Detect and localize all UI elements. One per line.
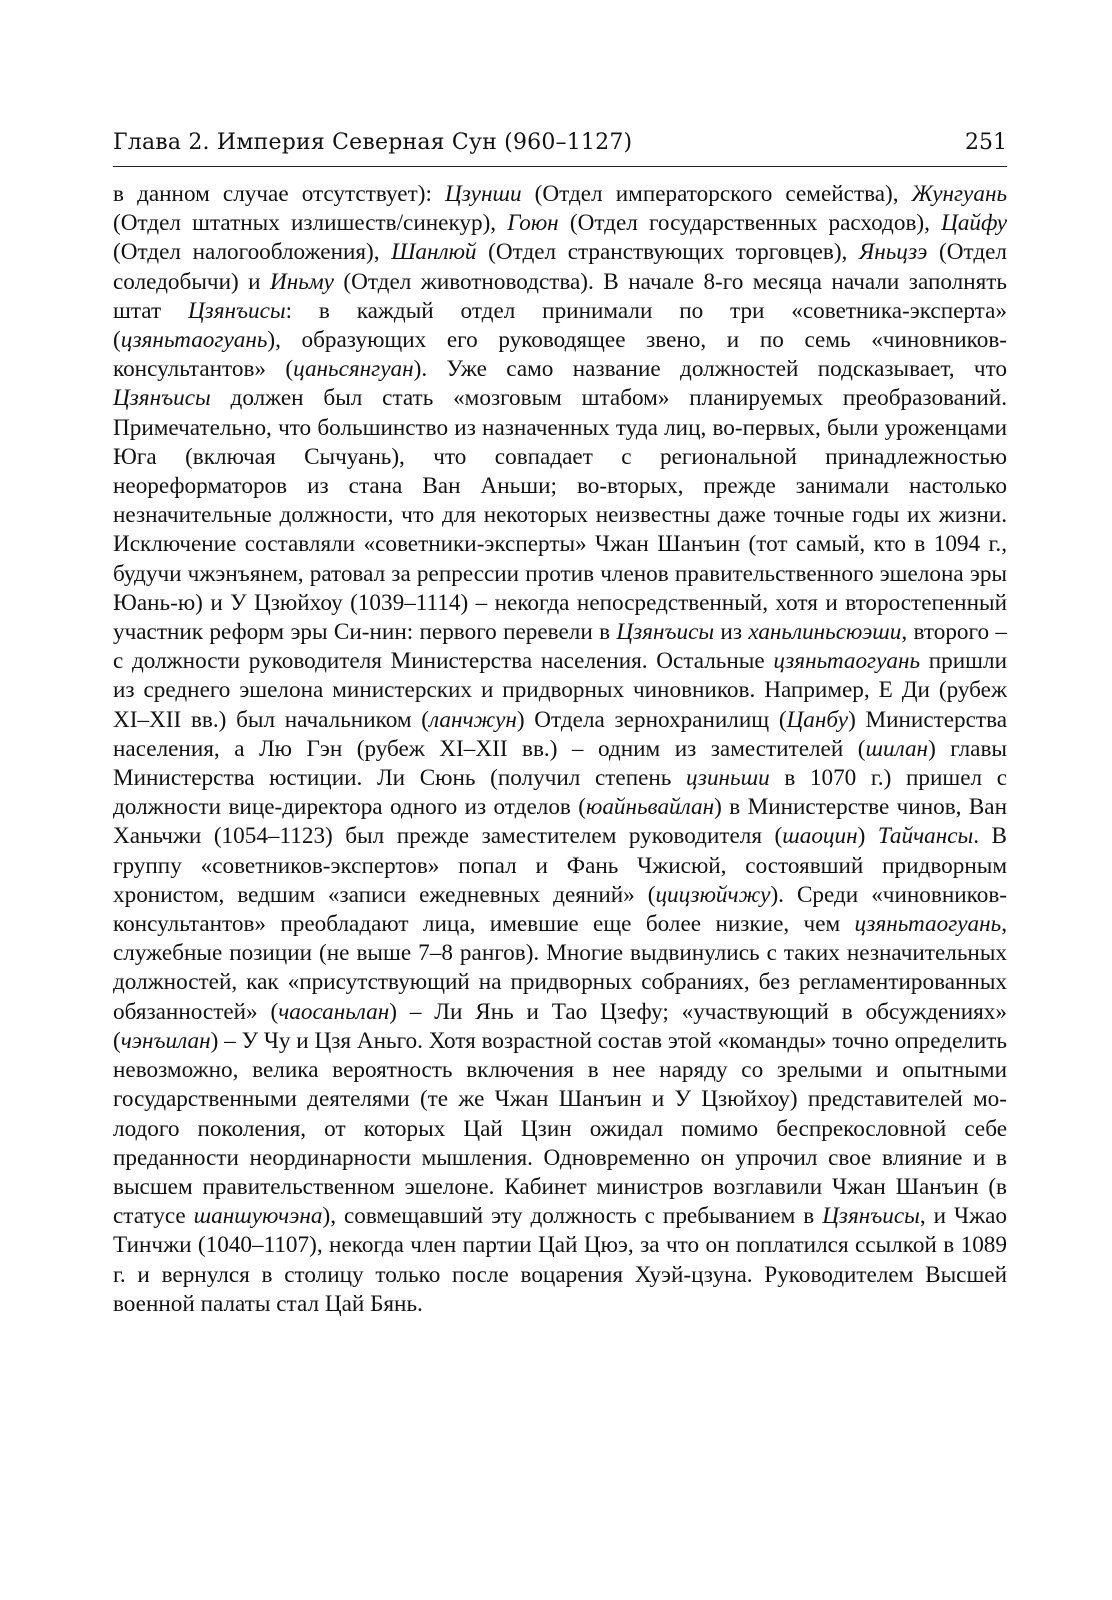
italic-term: цзяньтаогуань bbox=[854, 911, 1002, 938]
text-segment: (Отдел государственных расходов), bbox=[558, 210, 942, 237]
page-number: 251 bbox=[965, 130, 1007, 155]
chapter-title: Глава 2. Империя Северная Сун (960–1127) bbox=[113, 130, 633, 155]
italic-term: Жунгуань bbox=[911, 181, 1008, 207]
italic-term: шаоцин bbox=[782, 823, 858, 850]
italic-term: Цзянъисы bbox=[187, 297, 286, 324]
italic-term: Тайчансы bbox=[877, 823, 974, 850]
text-segment: пришли из среднего эшелона министерских и придворных чиновников. Например, Е Ди (рубеж XI–XII вв.) был начальником ( bbox=[113, 648, 1007, 733]
italic-term: цзиньши bbox=[686, 765, 770, 792]
text-segment: (Отдел штатных излишеств/синекур), bbox=[113, 210, 508, 237]
italic-term: Цзянъисы bbox=[822, 1203, 920, 1230]
text-segment: (Отдел соледобычи) и bbox=[113, 239, 1007, 295]
italic-term: ханьлиньсюэши bbox=[748, 619, 902, 646]
text-segment: должен был стать «мозговым штабом» планируемых преобразований. Примечательно, что большинство из назначенных туда лиц, во-первых, были уроженцами Юга (включая Сычуань), что совпадает с региональной принадлежностью неореформаторов из стана Ван Аньши; во-вторых, прежде занимали настолько незначительные должности, что для некоторых неизвестны даже точные годы их жизни. Исключение составляли «советники-эксперты» Чжан Шанъин (тот самый, кто в 1094 г., будучи чжэнъянем, ратовал за репрессии против членов правительственного эшелона эры Юань-ю) и У Цзюйхоу (1039–1114) – некогда непосредственный, хотя и второстепенный участник реформ эры Си-нин: первого перевели в bbox=[113, 385, 1007, 646]
text-segment: ), образующих его руководящее звено, и по семь «чиновников-консультантов» ( bbox=[113, 327, 1007, 383]
header-rule bbox=[113, 166, 1007, 167]
text-segment: : в каждый отдел принимали по три «советника-эксперта» ( bbox=[113, 297, 1007, 354]
text-segment: ) – У Чу и Цзя Аньго. Хотя возрастной состав этой «команды» точно определить невозможно, велика вероятность включения в нее наряду со зрелыми и опытными государственными деятелями (те же Чжан Шанъин и У Цзюйхоу) представителей молодого поколения, от которых Цай Цзин ожидал помимо беспрекословной себе преданности неординарности мышления. Одновременно он упрочил свое влияние и в высшем правительственном эшелоне. Кабинет министров возглавили Чжан Шанъин (в статусе bbox=[113, 1027, 1007, 1230]
italic-term: цзяньтаогуань bbox=[773, 648, 921, 675]
text-segment: ) главы Министерства юстиции. Ли Сюнь (получил степень bbox=[113, 735, 1007, 792]
text-segment: ) в Министерстве чинов, Ван Ханьчжи (1054–1123) был прежде заместителем руководителя ( bbox=[113, 794, 1007, 850]
italic-term: юайньвайлан bbox=[585, 794, 715, 821]
body-paragraph bbox=[113, 180, 1007, 1319]
italic-term: шаншуючэна bbox=[193, 1203, 323, 1230]
italic-term: Иньму bbox=[270, 268, 334, 295]
running-head bbox=[113, 130, 1007, 162]
text-segment: , второго – с должности руководителя Министерства населения. Остальные bbox=[113, 619, 1007, 675]
text-segment: ). Среди «чиновников-консультантов» преобладают лица, имевшие еще более низкие, чем bbox=[113, 881, 1007, 938]
text-segment: . В группу «советников-экспертов» попал и Фань Чжисюй, состоявший придворным хронистом, ведшим «записи ежедневных деяний» ( bbox=[113, 823, 1008, 908]
italic-term: Цанбу bbox=[786, 706, 849, 733]
text-segment: в 1070 г.) пришел с должности вице-директора одного из отделов ( bbox=[113, 765, 1007, 821]
text-segment: в данном случае отсутствует): bbox=[113, 181, 446, 207]
italic-term: цицзюйчжу bbox=[655, 881, 771, 908]
italic-term: Цайфу bbox=[941, 210, 1007, 237]
italic-term: Яньцзэ bbox=[858, 239, 928, 266]
italic-term: Цзянъисы bbox=[113, 385, 211, 412]
text-segment: ) bbox=[857, 823, 878, 850]
italic-term: шилан bbox=[865, 735, 929, 762]
italic-term: чаосаньлан bbox=[278, 998, 390, 1025]
italic-term: цаньсянгуан bbox=[293, 356, 414, 383]
text-segment: ) Министерства населения, а Лю Гэн (рубеж XI–XII вв.) – одним из заместителей ( bbox=[113, 706, 1007, 762]
text-segment: , и Чжао Тинчжи (1040–1107), некогда член партии Цай Цюэ, за что он поплатился ссылкой в 1089 г. и вернулся в столицу только после воцарения Хуэй-цзуна. Руководителем Высшей военной палаты стал Цай Бянь. bbox=[113, 1203, 1008, 1317]
italic-term: чэнъилан bbox=[120, 1027, 211, 1054]
text-segment: (Отдел налогообложения), bbox=[113, 239, 392, 266]
text-segment: (Отдел животноводства). В начале 8-го месяца начали заполнять штат bbox=[113, 268, 1007, 324]
italic-term: Гоюн bbox=[507, 210, 559, 237]
text-segment: (Отдел странствующих торговцев), bbox=[476, 239, 859, 266]
italic-term: Шанлюй bbox=[391, 239, 477, 266]
text-segment: ), совмещавший эту должность с пребыванием в bbox=[322, 1203, 823, 1230]
text-segment: (Отдел императорского семейства), bbox=[521, 181, 912, 207]
text-segment: из bbox=[714, 619, 749, 646]
text-segment: ) Отдела зернохранилищ ( bbox=[516, 706, 787, 733]
italic-term: ланчжун bbox=[428, 706, 517, 733]
italic-term: Цзянъисы bbox=[616, 619, 715, 646]
italic-term: цзяньтаогуань bbox=[120, 327, 268, 354]
italic-term: Цзунши bbox=[445, 181, 522, 207]
text-segment: ). Уже само название должностей подсказывает, что bbox=[413, 356, 1007, 383]
text-segment: ) – Ли Янь и Тао Цзефу; «участвующий в обсуждениях» ( bbox=[113, 998, 1007, 1054]
text-segment: , служебные позиции (не выше 7–8 рангов). Многие выдвинулись с таких незначительных должностей, как «присутствующий на придворных собраниях, без регламентированных обязанностей» ( bbox=[113, 911, 1007, 1025]
